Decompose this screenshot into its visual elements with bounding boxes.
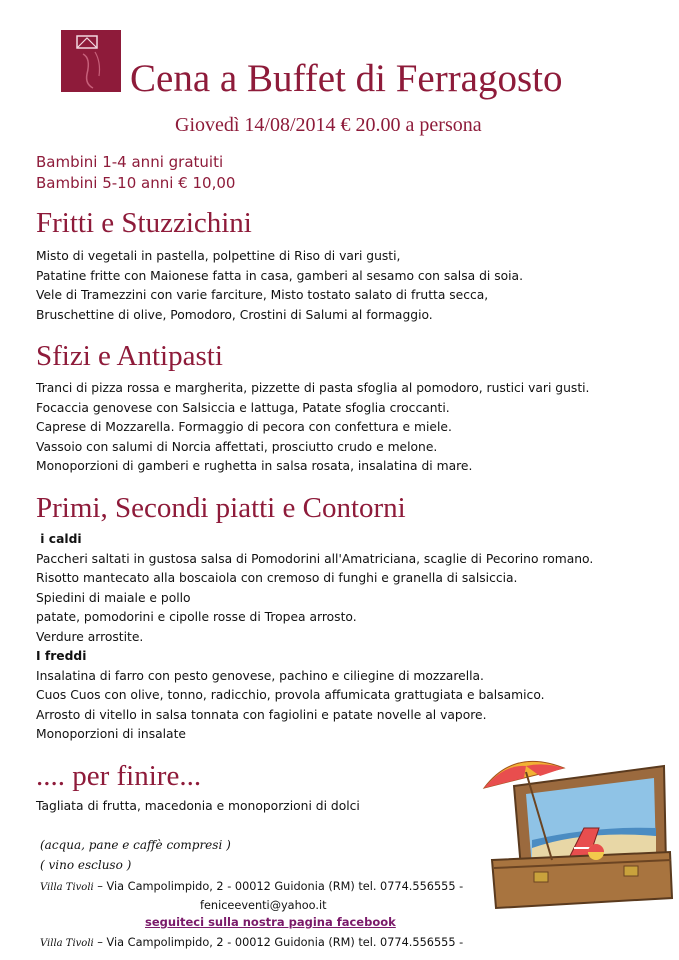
- menu-line: Misto di vegetali in pastella, polpettine di Riso di vari gusti,: [36, 249, 401, 263]
- venue-name: Villa Tivoli: [40, 938, 94, 949]
- menu-line: Arrosto di vitello in salsa tonnata con fagiolini e patate novelle al vapore.: [36, 707, 487, 722]
- page-title: Cena a Buffet di Ferragosto: [130, 57, 563, 100]
- section-title-fritti: Fritti e Stuzzichini: [36, 207, 252, 239]
- menu-line: Risotto mantecato alla boscaiola con cremoso di funghi e granella di salsiccia.: [36, 571, 518, 585]
- menu-line: Patatine fritte con Maionese fatta in casa, gamberi al sesamo con salsa di soia.: [36, 268, 523, 283]
- section-body-sfizi: [36, 379, 589, 477]
- subsection-freddi-label: I freddi: [36, 649, 87, 663]
- section-body-finire: [36, 797, 360, 817]
- kids-line: Bambini 5-10 anni € 10,00: [36, 174, 236, 192]
- menu-line: Tranci di pizza rossa e margherita, pizzette di pasta sfoglia al pomodoro, rustici vari gusti.: [36, 381, 590, 395]
- children-pricing: [36, 152, 235, 194]
- menu-line: Insalatina di farro con pesto genovese, pachino e ciliegine di mozzarella.: [36, 668, 484, 683]
- subsection-caldi-label: i caldi: [36, 532, 82, 546]
- menu-line: Verdure arrostite.: [36, 629, 144, 644]
- address-text: – Via Campolimpido, 2 - 00012 Guidonia (RM) tel. 0774.556555 -: [93, 880, 464, 893]
- menu-line: Caprese di Mozzarella. Formaggio di pecora con confettura e miele.: [36, 420, 452, 434]
- menu-line: Monoporzioni di insalate: [36, 727, 186, 741]
- menu-line: Bruschettine di olive, Pomodoro, Crostini di Salumi al formaggio.: [36, 307, 433, 322]
- facebook-link[interactable]: seguiteci sulla nostra pagina facebook: [145, 915, 396, 929]
- section-title-finire: .... per finire...: [36, 760, 202, 792]
- section-body-fritti: [36, 247, 523, 325]
- footer-address: [40, 880, 463, 893]
- menu-line: Spiedini di maiale e pollo: [36, 590, 191, 605]
- event-date-price: Giovedì 14/08/2014 € 20.00 a persona: [175, 114, 482, 136]
- kids-line: Bambini 1-4 anni gratuiti: [36, 153, 224, 171]
- section-title-primi: Primi, Secondi piatti e Contorni: [36, 492, 406, 524]
- menu-line: Monoporzioni di gamberi e rughetta in salsa rosata, insalatina di mare.: [36, 459, 473, 473]
- menu-line: Paccheri saltati in gustosa salsa di Pomodorini all'Amatriciana, scaglie di Pecorino romano.: [36, 551, 594, 566]
- villa-tivoli-logo: [61, 30, 121, 92]
- footer-email[interactable]: feniceeventi@yahoo.it: [200, 899, 327, 912]
- menu-line: Cuos Cuos con olive, tonno, radicchio, provola affumicata grattugiata e balsamico.: [36, 688, 545, 702]
- included-note: (acqua, pane e caffè compresi ): [40, 838, 231, 852]
- menu-line: patate, pomodorini e cipolle rosse di Tropea arrosto.: [36, 610, 357, 624]
- beach-suitcase-illustration: [474, 748, 674, 925]
- section-body-primi: [36, 530, 593, 745]
- menu-line: Tagliata di frutta, macedonia e monoporzioni di dolci: [36, 799, 360, 813]
- excluded-note: ( vino escluso ): [40, 858, 132, 872]
- footer-address-repeat: [40, 936, 463, 949]
- venue-name: Villa Tivoli: [40, 882, 94, 893]
- menu-line: Focaccia genovese con Salsiccia e lattuga, Patate sfoglia croccanti.: [36, 400, 450, 415]
- address-text: – Via Campolimpido, 2 - 00012 Guidonia (RM) tel. 0774.556555 -: [93, 936, 464, 949]
- section-title-sfizi: Sfizi e Antipasti: [36, 340, 223, 372]
- menu-line: Vassoio con salumi di Norcia affettati, prosciutto crudo e melone.: [36, 439, 438, 454]
- menu-line: Vele di Tramezzini con varie farciture, Misto tostato salato di frutta secca,: [36, 288, 489, 302]
